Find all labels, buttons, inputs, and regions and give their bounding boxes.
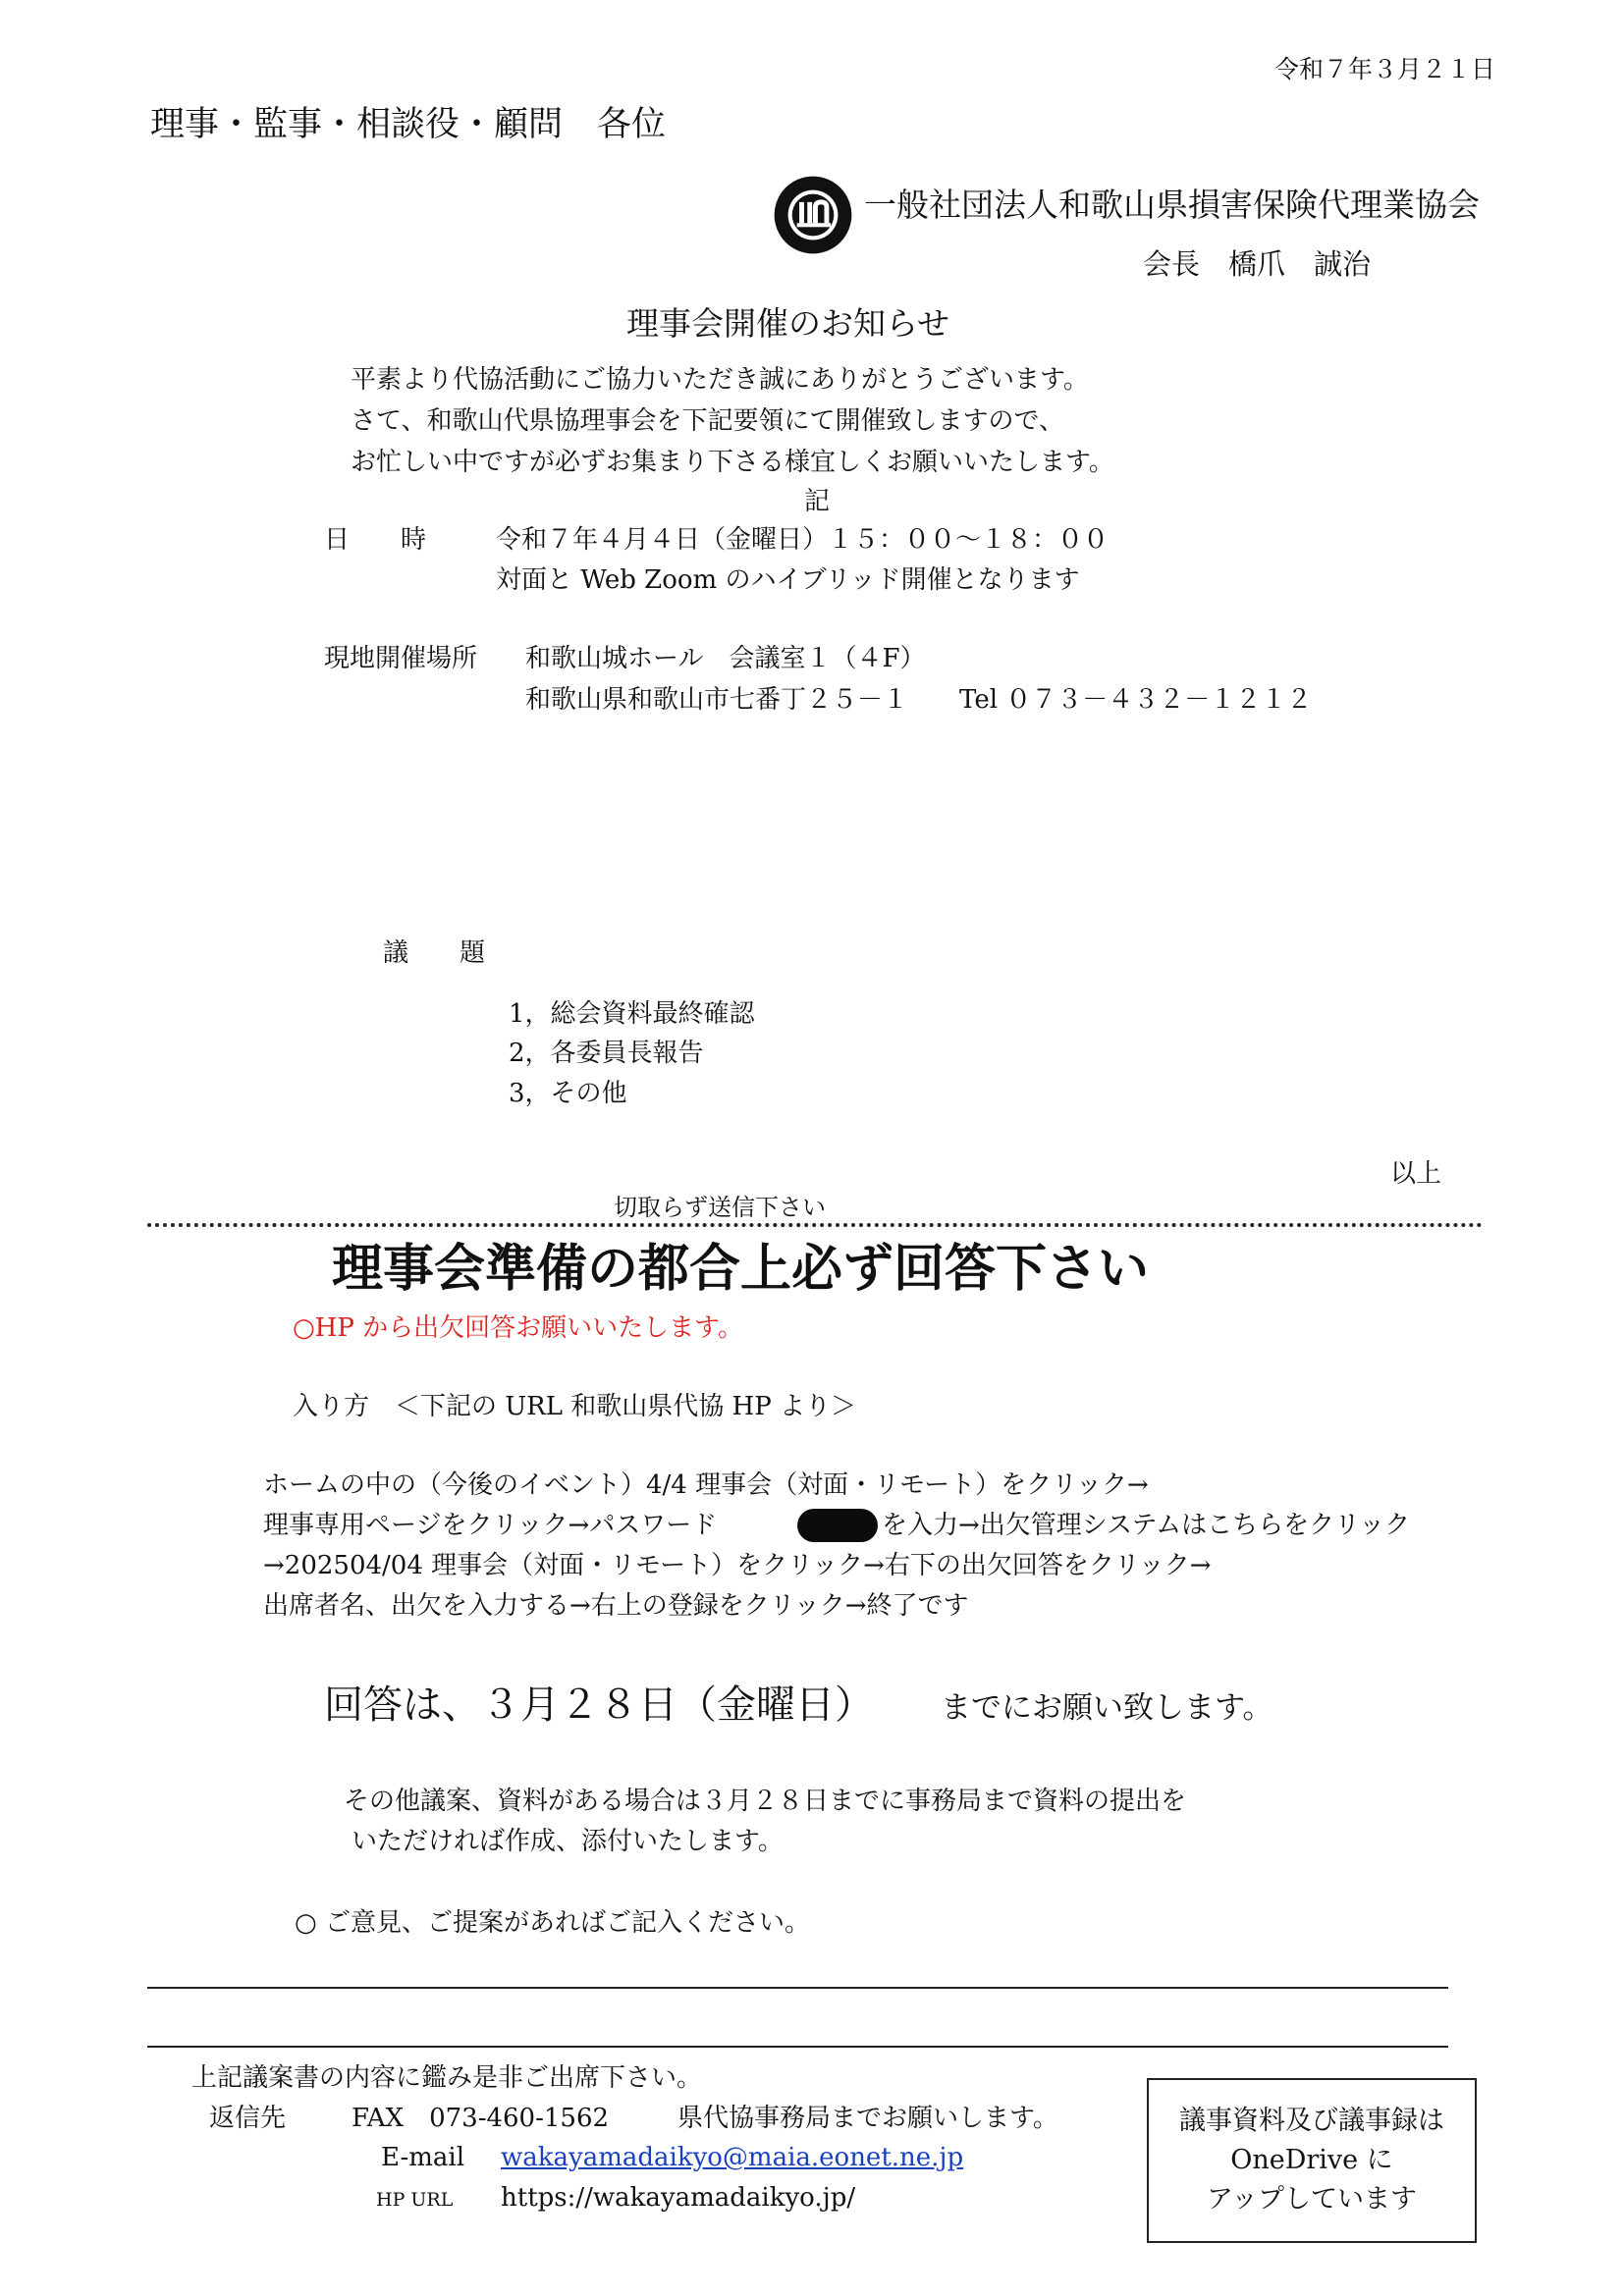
howto-label: 入り方 ＜下記の URL 和歌山県代協 HP より＞ [293,1392,856,1421]
box-line-3: アップしています [1206,2184,1418,2215]
agenda-item-1: 1，総会資料最終確認 [509,999,755,1029]
hp-url-label: HP URL [376,2189,454,2211]
document-date: 令和７年３月２１日 [1274,55,1496,83]
ki-mark: 記 [804,487,831,516]
reply-label: 返信先 [209,2104,287,2133]
addressee: 理事・監事・相談役・顧問 各位 [150,105,667,144]
materials-line-2: いただければ作成、添付いたします。 [352,1827,784,1856]
materials-line-1: その他議案、資料がある場合は３月２８日までに事務局まで資料の提出を [344,1787,1187,1816]
hp-url[interactable]: https://wakayamadaikyo.jp/ [501,2183,856,2213]
agenda-label: 議 題 [383,938,486,968]
redacted-password [797,1509,878,1542]
opinion-line-2[interactable] [147,2046,1448,2048]
venue-address: 和歌山県和歌山市七番丁２５－１ Tel ０７３－４３２－１２１２ [525,685,1313,715]
cut-line [147,1223,1483,1227]
box-line-1: 議事資料及び議事録は [1179,2106,1444,2136]
cut-note: 切取らず送信下さい [614,1194,826,1221]
step-line-1: ホームの中の（今後のイベント）4/4 理事会（対面・リモート）をクリック→ [263,1470,1149,1500]
agenda-item-2: 2，各委員長報告 [509,1039,704,1068]
opinion-prompt: ○ ご意見、ご提案があればご記入ください。 [295,1908,810,1938]
datetime-label: 日 時 [324,525,427,555]
agenda-item-3: 3，その他 [509,1079,627,1108]
email-link[interactable]: wakayamadaikyo@maia.eonet.ne.jp [501,2143,964,2172]
iia-wakayama-seal-icon [773,175,853,255]
venue-label: 現地開催場所 [324,644,478,673]
venue-name: 和歌山城ホール 会議室１（４F） [525,644,926,673]
format-note: 対面と Web Zoom のハイブリッド開催となります [496,565,1080,595]
organization-name: 一般社団法人和歌山県損害保険代理業協会 [864,186,1480,224]
onedrive-info-box [1147,2078,1477,2243]
intro-line-2: さて、和歌山代県協理事会を下記要領にて開催致しますので、 [351,406,1064,436]
box-line-2: OneDrive に [1230,2145,1393,2175]
intro-line-3: お忙しい中ですが必ずお集まり下さる様宜しくお願いいたします。 [351,448,1114,477]
president-name: 会長 橋爪 誠治 [1143,247,1372,281]
deadline-strong: 回答は、３月２８日（金曜日） [324,1682,874,1728]
fax-number: FAX 073-460-1562 [352,2104,610,2133]
opinion-line-1[interactable] [147,1987,1448,1989]
notice-title: 理事会開催のお知らせ [626,304,950,343]
intro-line-1: 平素より代協活動にご協力いただき誠にありがとうございます。 [351,365,1089,395]
email-label: E-mail [381,2143,465,2172]
datetime-value: 令和７年４月４日（金曜日）１５：００～１８：００ [496,525,1110,555]
fax-tail: 県代協事務局までお願いします。 [677,2104,1058,2133]
step-line-2a: 理事専用ページをクリック→パスワード [263,1511,718,1540]
step-line-3: →202504/04 理事会（対面・リモート）をクリック→右下の出欠回答をクリック→ [263,1551,1212,1580]
hp-reply-note: ○HP から出欠回答お願いいたします。 [293,1313,744,1343]
closing-ijou: 以上 [1390,1159,1442,1189]
attend-request: 上記議案書の内容に鑑み是非ご出席下さい。 [191,2063,703,2093]
step-line-4: 出席者名、出欠を入力する→右上の登録をクリック→終了です [263,1591,969,1621]
step-line-2b: を入力→出欠管理システムはこちらをクリック [882,1511,1411,1540]
reply-headline: 理事会準備の都合上必ず回答下さい [332,1239,1150,1299]
deadline-tail: までにお願い致します。 [941,1690,1273,1726]
